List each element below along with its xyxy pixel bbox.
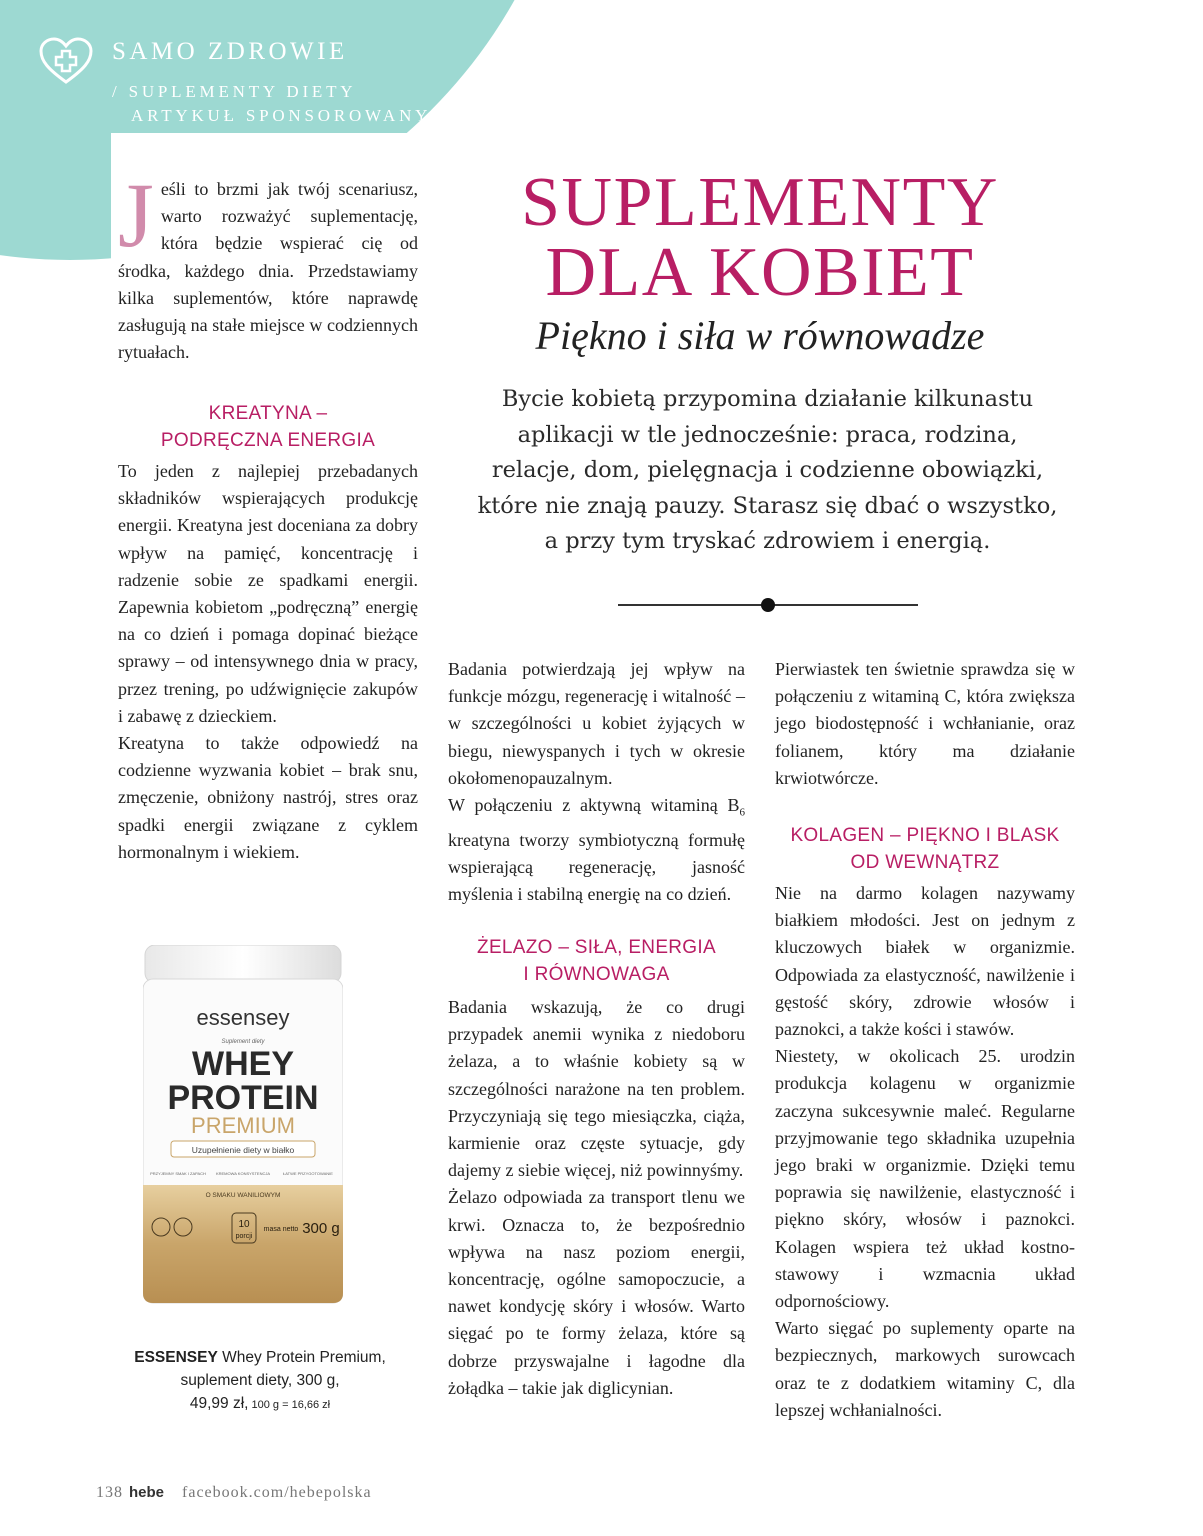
intro-line: a przy tym tryskać zdrowiem i energią. <box>544 528 991 554</box>
column-1-body <box>118 458 418 866</box>
divider-dot <box>761 598 775 612</box>
column-1-intro <box>118 164 418 366</box>
section-subtitle-line2: ARTYKUŁ SPONSOROWANY <box>131 106 432 125</box>
product-mass-label: masa netto <box>263 1226 299 1233</box>
product-flavor: O SMAKU WANILIOWYM <box>205 1192 281 1199</box>
product-feature: KREMOWA KONSYSTENCJA <box>215 1171 271 1176</box>
section-title: SAMO ZDROWIE <box>112 38 348 65</box>
intro-line: relacje, dom, pielęgnacja i codzienne obowiązki, <box>491 457 1044 483</box>
caption-unit-price: 100 g = 16,66 zł <box>248 1399 331 1411</box>
paragraph <box>448 792 745 908</box>
column-2-body-bottom <box>448 994 745 1402</box>
heading-line: KOLAGEN – PIĘKNO I BLASK <box>790 825 1060 846</box>
headline-title-line2: DLA KOBIET <box>545 234 975 311</box>
column-3-body-bottom <box>775 880 1075 1424</box>
heading-zelazo <box>448 934 745 988</box>
product-name-line3: PREMIUM <box>191 1113 295 1138</box>
text-span: W połączeniu z aktywną witaminą B <box>448 795 740 816</box>
headline-subtitle: Piękno i siła w równowadze <box>535 313 985 358</box>
product-feature: ŁATWE PRZYGOTOWANIE <box>283 1171 333 1176</box>
paragraph: Niestety, w okolicach 25. urodzin produkcja kolagenu w organizmie zaczyna sukcesywnie maleć. Regularne przyjmowanie tego składnika uzupełnia jego braki w organizmie. Dzięki temu poprawia się nawilżenie, elastyczność i piękno skóry, włosów i paznokci. Kolagen wspiera też układ kostno-stawowy i wzmacnia układ odpornościowy. <box>775 1046 1075 1312</box>
paragraph: Warto sięgać po suplementy oparte na bezpiecznych, markowych surowcach oraz te z dodatkiem witaminy C, dla lepszej wchłanialności. <box>775 1318 1075 1420</box>
caption-line1: Whey Protein Premium, <box>217 1349 386 1366</box>
product-caption <box>120 1346 400 1417</box>
subscript: 6 <box>739 806 745 819</box>
product-jar-image <box>143 945 343 1315</box>
product-mass-value: 300 g <box>302 1220 340 1237</box>
heading-line: KREATYNA – <box>208 403 328 424</box>
section-subtitle <box>112 80 431 128</box>
heading-line: PODRĘCZNA ENERGIA <box>160 430 376 451</box>
paragraph: To jeden z najlepiej przebadanych składników wspierających produkcję energii. Kreatyna jest doceniana za dobry wpływ na pamięć, koncentrację i radzenie sobie ze spadkami energii. Zapewnia kobietom „podręczną” energię na co dzień i pomaga dopinać bieżące sprawy – od intensywnego dnia w pracy, przez trening, po udźwignięcie zakupów i zabawę z dzieckiem. <box>118 461 418 726</box>
caption-line2: suplement diety, 300 g, <box>180 1372 340 1389</box>
intro-line: aplikacji w tle jednocześnie: praca, rodzina, <box>517 421 1018 448</box>
intro-line: które nie znają pauzy. Starasz się dbać o wszystko, <box>477 492 1058 519</box>
headline-title-line1: SUPLEMENTY <box>521 164 999 241</box>
headline-title <box>470 164 1050 311</box>
heart-cross-icon <box>38 36 94 86</box>
product-portions: 10 <box>238 1219 250 1230</box>
product-brand-logo: essensey <box>196 1005 290 1030</box>
paragraph: Pierwiastek ten świetnie sprawdza się w połączeniu z witaminą C, która zwiększa jego biodostępność i wchłanianie, oraz folianem, który ma działanie krwiotwórcze. <box>775 659 1075 788</box>
product-small-label: Suplement diety <box>221 1039 265 1045</box>
heading-line: ŻELAZO – SIŁA, ENERGIA <box>477 937 716 958</box>
dropcap: J <box>118 164 154 266</box>
paragraph: Żelazo odpowiada za transport tlenu we krwi. Oznacza to, że bezpośrednio wpływa na nasz poziom energii, koncentrację, ogólne samopoczucie, a nawet kondycję skóry i włosów. Warto sięgać po te formy żelaza, które są dobrze przyswajalne i łagodne dla żołądka – takie jak diglicynian. <box>448 1187 745 1398</box>
lead-paragraph: eśli to brzmi jak twój scenariusz, warto rozważyć suplementację, która będzie wspierać cię od środka, każdego dnia. Przedstawiamy kilka suplementów, które naprawdę zasługują na stałe miejsce w codziennych rytuałach. <box>118 179 418 363</box>
text-span: kreatyna tworzy symbiotyczną formułę wspierającą regenerację, jasność myślenia i stabilną energię na co dzień. <box>448 829 745 905</box>
column-2-body-top <box>448 656 745 908</box>
paragraph: Kreatyna to także odpowiedź na codzienne wyzwania kobiet – brak snu, zmęczenie, obniżony nastrój, stres oraz spadki energii związane z cyklem hormonalnym i wiekiem. <box>118 733 418 862</box>
page-footer <box>96 1484 372 1502</box>
product-portions-label: porcji <box>235 1233 253 1240</box>
product-feature: PRZYJEMNY SMAK I ZAPACH <box>150 1171 206 1176</box>
footer-url[interactable]: facebook.com/hebepolska <box>182 1484 372 1501</box>
caption-price: 49,99 zł, <box>189 1395 249 1412</box>
heading-line: I RÓWNOWAGA <box>523 964 670 985</box>
heading-kolagen <box>775 822 1075 876</box>
intro-paragraph <box>450 382 1085 560</box>
paragraph: Nie na darmo kolagen nazywamy białkiem młodości. Jest on jednym z kluczowych białek w organizmie. Odpowiada za elastyczność, nawilżenie i gęstość skóry, zdrowie włosów i paznokci, a także kości i stawów. <box>775 883 1075 1040</box>
paragraph: Badania wskazują, że co drugi przypadek anemii wynika z niedoboru żelaza, a to właśnie kobiety są w szczególności narażone na ten problem. Przyczyniają się tego miesiączka, ciąża, karmienie oraz częste sytuacje, gdy dajemy z siebie więcej, niż powinnyśmy. <box>448 997 745 1181</box>
product-name-line2: PROTEIN <box>167 1079 319 1117</box>
heading-line: OD WEWNĄTRZ <box>850 852 1000 873</box>
product-tagline: Uzupełnienie diety w białko <box>191 1145 295 1155</box>
caption-brand: ESSENSEY <box>134 1349 218 1366</box>
section-subtitle-line1: / SUPLEMENTY DIETY <box>112 82 357 101</box>
heading-kreatyna <box>118 400 418 454</box>
page-number: 138 <box>96 1484 123 1501</box>
paragraph: Badania potwierdzają jej wpływ na funkcje mózgu, regenerację i witalność – w szczególności u kobiet żyjących w biegu, niewyspanych i tych w okresie okołomenopauzalnym. <box>448 659 745 788</box>
intro-line: Bycie kobietą przypomina działanie kilkunastu <box>501 386 1034 412</box>
column-3-body-top <box>775 656 1075 792</box>
hebe-logo: hebe <box>129 1484 165 1501</box>
product-name-line1: WHEY <box>192 1045 294 1083</box>
